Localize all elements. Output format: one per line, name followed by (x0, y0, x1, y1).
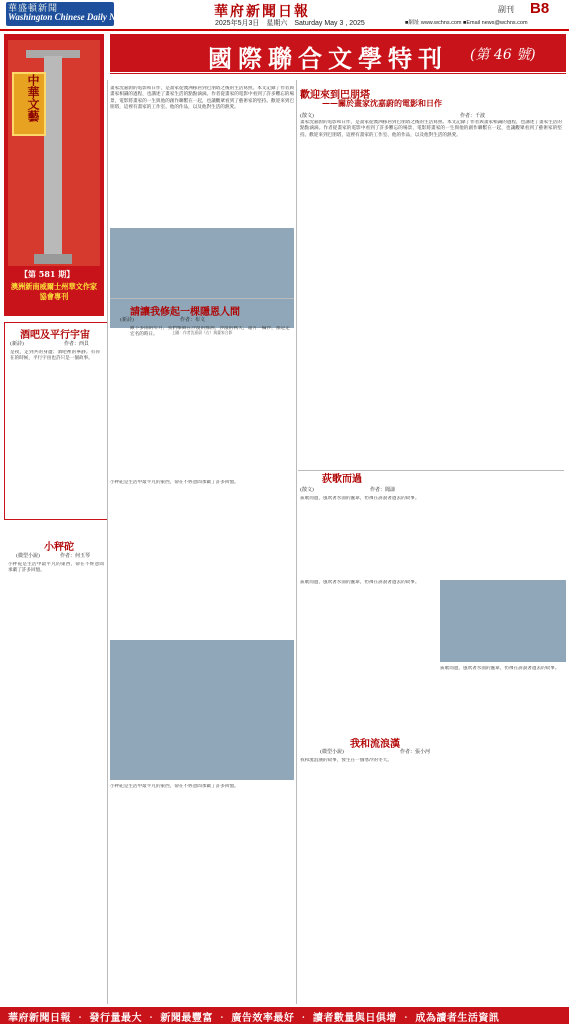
masthead: 華府新聞日報 (214, 4, 310, 20)
association-name: 澳洲新南威爾士州華文作家協會專刊 (10, 282, 98, 301)
website-info: ■網址 www.wchns.com ■Email news@wchns.com (405, 20, 528, 26)
article-body-reed-end: 荻歌而過，風吹著水面的蘆葦，彷彿在訴說著過去的故事。 (440, 666, 560, 671)
column-divider (296, 80, 297, 1004)
article-title-bar: 酒吧及平行宇宙 (20, 330, 90, 341)
article-title-garden: 請讓我修起一棵隱恩人間 (130, 307, 240, 318)
title-divider (110, 73, 566, 74)
article-title-scale: 小秤砣 (44, 542, 74, 553)
page-title: 國際聯合文學特刊 (208, 44, 448, 73)
article-type-garden: (新詩) (120, 317, 134, 323)
article-subtitle-welcome: ——關於畫家沈嘉蔚的電影和日作 (322, 98, 442, 108)
article-title-reed: 荻歌而過 (322, 474, 362, 485)
photo-caption-welcome: 上圖：作者沈嘉蔚（右）與畫家合影 (171, 330, 233, 335)
article-author-reed: 作者：聞濤 (370, 487, 396, 493)
article-photo-reed (440, 580, 566, 662)
article-body-reed-cont: 荻歌而過，風吹著水面的蘆葦，彷彿在訴說著過去的故事。 (300, 580, 420, 585)
article-author-homeless: 作者：張小河 (400, 749, 431, 755)
section-label: 副刊 (498, 5, 514, 14)
dateline: 2025年5月3日 星期六 Saturday May 3 , 2025 (215, 20, 365, 27)
article-title-homeless: 我和流浪漢 (350, 739, 400, 750)
article-body-welcome-intro: 畫家沈嘉蔚的電影和日作，是畫家從澳洲移居到巴朋塔之後的生活寫照。本文記錄了作者與畫家相識的過程，也講述了畫家生活的點點滴滴。作者從畫家的電影中看到了許多難忘的場景，電影將畫家的一生與他的創作聯繫在一起，也讓觀眾看到了藝術家的堅持。歡迎來到巴朋塔，這裡有畫家的工作室、他的作品，以及他對生活的熱愛。 (110, 86, 294, 111)
article-title-welcome: 歡迎來到巴朋塔 (300, 90, 370, 101)
pillar-base (34, 254, 72, 264)
article-author-bar: 作者：西貝 (64, 341, 90, 347)
article-body-scale-cont: 小秤砣是生活中最平凡的東西，卻在不經意間承載了許多回憶。 (110, 480, 239, 485)
article-type-welcome: (散文) (300, 113, 314, 119)
title-issue: (第 46 號) (470, 47, 536, 63)
article-type-scale: (微型小說) (16, 553, 40, 559)
article-author-garden: 作者：布文 (180, 317, 206, 323)
section-divider (110, 298, 294, 299)
article-author-welcome: 作者：千波 (460, 113, 486, 119)
pillar-column-icon (44, 56, 62, 261)
article-type-homeless: (微型小說) (320, 749, 344, 755)
article-body-homeless: 我和流浪漢的故事，發生在一個寒冷的冬天。 (300, 758, 392, 763)
article-photo-scale (110, 640, 294, 780)
footer-slogan: 華府新聞日報 ‧ 發行量最大 ‧ 新聞最豐富 ‧ 廣告效率最好 ‧ 讀者數量與日俱增 ‧ 成為讀者生活資訊 (8, 1013, 500, 1024)
issue-number: 【第 581 期】 (20, 269, 75, 279)
section-divider (298, 470, 564, 471)
sidebar-vertical-title: 中華文藝 (26, 74, 40, 122)
article-body-scale: 小秤砣是生活中最平凡的東西，卻在不經意間承載了許多回憶。 (8, 562, 104, 574)
logo-chinese: 華盛頓新聞 (8, 4, 59, 14)
logo-english: Washington Chinese Daily News (8, 12, 130, 22)
article-type-reed: (散文) (300, 487, 314, 493)
article-body-reed: 荻歌而過，風吹著水面的蘆葦，彷彿在訴說著過去的故事。 (300, 496, 420, 501)
column-divider (107, 80, 108, 1004)
article-body-scale-end: 小秤砣是生活中最平凡的東西，卻在不經意間承載了許多回憶。 (110, 784, 239, 789)
article-type-bar: (新詩) (10, 341, 24, 347)
article-body-garden: 敵下多雨的年月，我們擊舞在沙漠的綠洲，沙漠的秋天，遠方一輪沙，都是走宏名的時日。 (130, 326, 290, 338)
header-divider (0, 29, 569, 31)
article-body-welcome: 畫家沈嘉蔚的電影和日作，是畫家從澳洲移居到巴朋塔之後的生活寫照。本文記錄了作者與畫家相識的過程，也講述了畫家生活的點點滴滴。作者從畫家的電影中看到了許多難忘的場景，電影將畫家的一生與他的創作聯繫在一起，也讓觀眾看到了藝術家的堅持。歡迎來到巴朋塔，這裡有畫家的工作室、他的作品，以及他對生活的熱愛。 (300, 120, 562, 138)
article-author-scale: 作者：何玉琴 (60, 553, 91, 559)
article-body-bar: 是夜，走到共的身邊；酒吧裡的寧靜。有你在的時候，平行宇宙也許只是一個故事。 (10, 350, 100, 362)
page-number: B8 (530, 0, 550, 17)
